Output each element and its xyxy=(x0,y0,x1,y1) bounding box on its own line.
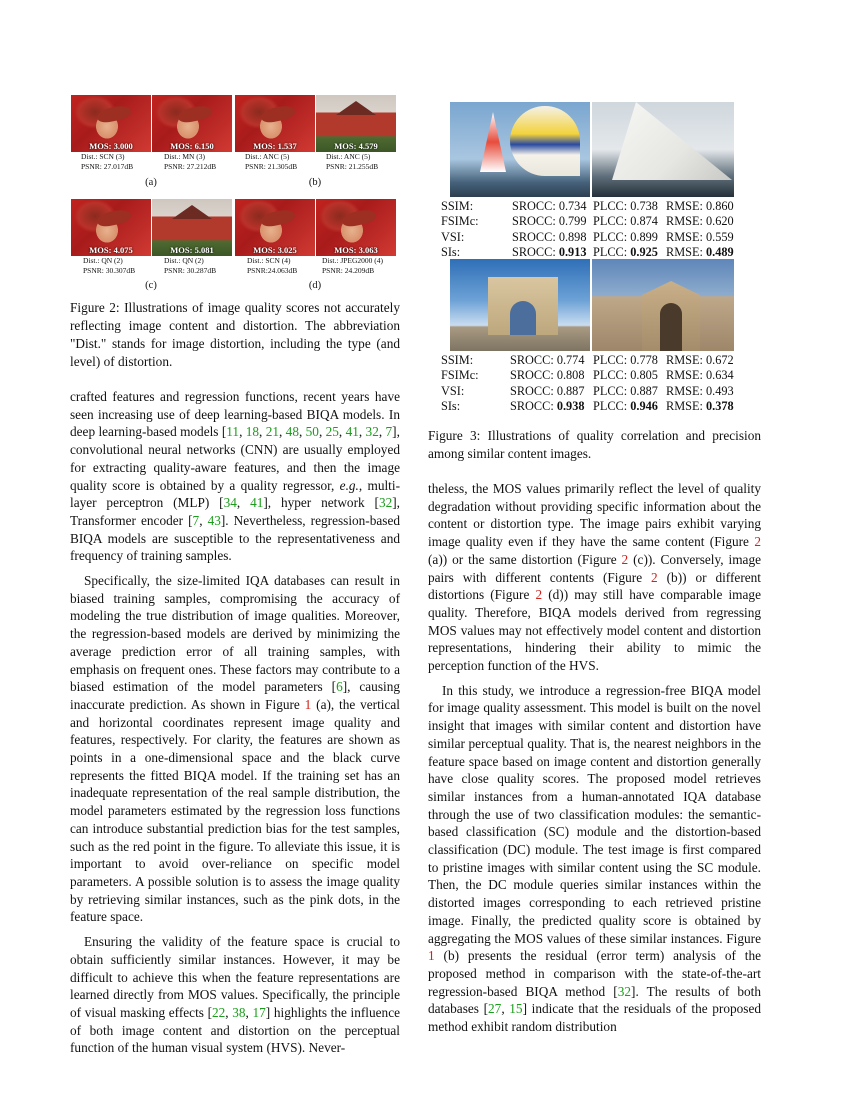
srocc-value xyxy=(512,245,587,260)
rmse-best: 0.378 xyxy=(705,398,734,413)
citation-link[interactable]: 32 xyxy=(365,424,379,440)
plcc-best: 0.925 xyxy=(630,244,658,259)
citation-link[interactable]: 15 xyxy=(509,1001,523,1017)
rmse-label: RMSE: xyxy=(666,398,706,413)
psnr-label: PSNR: 27.212dB xyxy=(164,161,217,171)
srocc-value: SROCC: 0.887 xyxy=(510,383,585,398)
figure-ref-link[interactable]: 2 xyxy=(535,587,543,603)
portrait-image xyxy=(316,199,396,256)
srocc-value: SROCC: 0.898 xyxy=(512,229,587,244)
plcc-label: PLCC: xyxy=(593,244,631,259)
distortion-label: Dist.: ANC (5) xyxy=(326,152,371,161)
mos-label: MOS: 5.081 xyxy=(170,245,214,255)
body-paragraph: theless, the MOS values primarily reflect the level of quality degradation without providing specific information about the content or distortion type. The image pairs exhibit varying image quality even if they have the same content (Figure 2 (a)) or the same distortion (Figure 2 (c)). Conversely, image pairs with different contents (Figure 2 (b)) or different distortions (Figure 2 (d)) may still have comparable image quality. Therefore, BIQA models derived from regressing MOS values may not effectively model content and distortion representations, hindering their ability to mimic the perception function of the HVS. xyxy=(428,481,762,674)
plcc-value: PLCC: 0.874 xyxy=(593,214,658,229)
psnr-label: PSNR:24.063dB xyxy=(247,265,298,275)
rmse-value: RMSE: 0.620 xyxy=(666,214,734,229)
mos-label: MOS: 3.025 xyxy=(253,245,297,255)
fig2-image xyxy=(71,199,151,275)
subfigure-label: (a) xyxy=(145,177,157,188)
citation-link[interactable]: 41 xyxy=(345,424,359,440)
citation-link[interactable]: 6 xyxy=(336,679,343,695)
figure-2-top-row xyxy=(70,95,400,194)
body-paragraph: crafted features and regression functions, recent years have seen increasing use of deep learning-based BIQA models. In deep learning-based models [11, 18, 21, 48, 50, 25, 41, 32, 7], convolutional neural networks (CNN) are usually employed for extracting quality-aware features, and then the image quality score is obtained by a quality regressor, e.g., multi-layer perceptron (MLP) [34, 41], hyper network [32], Transformer encoder [7, 43]. Nevertheless, regression-based BIQA models are susceptible to the representativeness and frequency of training samples. xyxy=(70,389,401,564)
citation-link[interactable]: 11 xyxy=(226,424,240,440)
sailboat-image-1 xyxy=(450,102,590,197)
sailboat-image-2 xyxy=(592,102,734,197)
citation-link[interactable]: 7 xyxy=(385,424,393,440)
plcc-value xyxy=(593,245,658,260)
fig2-image xyxy=(316,199,396,275)
citation-link[interactable]: 38 xyxy=(232,1004,246,1020)
distortion-label: Dist.: SCN (3) xyxy=(81,152,125,161)
metric-name: VSI: xyxy=(441,383,465,398)
srocc-label: SROCC: xyxy=(512,244,559,259)
psnr-label: PSNR: 24.209dB xyxy=(322,265,375,275)
citation-link[interactable]: 50 xyxy=(305,424,319,440)
body-paragraph: Ensuring the validity of the feature space is crucial to obtain sufficiently similar instances. However, it may be difficult to achieve this when the feature representations are learned directly from MOS values. Specifically, the principle of visual masking effects [22, 38, 17] highlights the influence of both image content and distortion on the perceptual function of the human visual system (HVS). Never- xyxy=(70,934,400,1056)
psnr-label: PSNR: 21.255dB xyxy=(326,161,379,171)
rmse-value: RMSE: 0.860 xyxy=(666,199,734,213)
distortion-label: Dist.: QN (2) xyxy=(83,256,123,265)
right-column xyxy=(428,95,761,1036)
metric-name: SIs: xyxy=(441,398,461,413)
figure-2-caption: Figure 2: Illustrations of image quality scores not accurately reflecting image content and distortion. The abbreviation "Dist." stands for image distortion, including the type (and level) of distortion. xyxy=(70,300,400,369)
rmse-value: RMSE: 0.672 xyxy=(666,353,734,367)
metric-name: FSIMc: xyxy=(441,214,479,229)
citation-link[interactable]: 27 xyxy=(488,1001,502,1017)
plcc-value xyxy=(593,399,658,414)
subfigure-label: (c) xyxy=(145,280,157,291)
figure-3 xyxy=(428,95,761,430)
mos-label: MOS: 3.000 xyxy=(89,141,133,151)
distortion-label: Dist.: MN (3) xyxy=(164,152,206,161)
rmse-value xyxy=(666,245,734,260)
metric-name: SSIM: xyxy=(441,199,474,213)
citation-link[interactable]: 7 xyxy=(192,512,200,528)
fig2-image xyxy=(71,95,151,171)
subfigure-label: (b) xyxy=(308,177,322,188)
mos-label: MOS: 3.063 xyxy=(334,245,378,255)
citation-link[interactable]: 41 xyxy=(250,495,264,511)
spacer xyxy=(428,463,761,480)
metric-row xyxy=(428,368,761,383)
mos-label: MOS: 4.075 xyxy=(89,245,133,255)
house-image xyxy=(152,199,232,256)
distortion-label: Dist.: JPEG2000 (4) xyxy=(322,256,384,265)
rmse-label: RMSE: xyxy=(666,244,706,259)
fig2-image xyxy=(235,95,315,171)
plcc-value: PLCC: 0.805 xyxy=(593,368,658,383)
srocc-best: 0.913 xyxy=(558,244,587,259)
spacer xyxy=(70,371,400,388)
citation-link[interactable]: 32 xyxy=(378,495,393,511)
figure-3-caption: Figure 3: Illustrations of quality correlation and precision among similar content images. xyxy=(428,428,761,461)
distortion-label: Dist.: ANC (5) xyxy=(245,152,290,161)
portrait-image xyxy=(71,199,151,256)
italic-text: e.g. xyxy=(339,477,359,493)
citation-link[interactable]: 34 xyxy=(223,495,237,511)
figure-2 xyxy=(70,95,400,371)
metric-name: SSIM: xyxy=(441,353,474,367)
srocc-value: SROCC: 0.774 xyxy=(510,353,585,367)
rmse-value: RMSE: 0.634 xyxy=(666,368,734,383)
metrics-table-buildings xyxy=(428,353,761,414)
figure-ref-link[interactable]: 2 xyxy=(754,534,761,550)
figure-ref-link[interactable]: 1 xyxy=(304,696,312,712)
cathedral-image xyxy=(592,259,734,351)
citation-link[interactable]: 17 xyxy=(252,1004,266,1020)
plcc-best: 0.946 xyxy=(630,398,658,413)
subfigure-label: (d) xyxy=(308,280,322,291)
fig2-image xyxy=(152,95,232,171)
psnr-label: PSNR: 21.305dB xyxy=(245,161,298,171)
portrait-image xyxy=(152,95,232,152)
left-column xyxy=(70,95,400,1057)
mos-label: MOS: 4.579 xyxy=(334,141,378,151)
fig2-image xyxy=(152,199,232,275)
metric-row xyxy=(428,384,761,399)
rmse-value xyxy=(666,399,734,414)
mos-label: MOS: 1.537 xyxy=(253,141,297,151)
citation-link[interactable]: 25 xyxy=(325,424,339,440)
arc-de-triomphe-image xyxy=(450,259,590,351)
plcc-value: PLCC: 0.738 xyxy=(593,199,658,213)
portrait-image xyxy=(235,95,315,152)
figure-ref-link[interactable]: 2 xyxy=(651,569,658,585)
portrait-image xyxy=(71,95,151,152)
metric-name: SIs: xyxy=(441,244,461,259)
metric-row xyxy=(428,353,761,368)
citation-link[interactable]: 21 xyxy=(265,424,279,440)
rmse-value: RMSE: 0.559 xyxy=(666,229,734,244)
citation-link[interactable]: 43 xyxy=(207,512,221,528)
metric-name: FSIMc: xyxy=(441,368,479,383)
metric-name: VSI: xyxy=(441,229,465,244)
srocc-value: SROCC: 0.799 xyxy=(512,214,587,229)
plcc-value: PLCC: 0.899 xyxy=(593,229,658,244)
distortion-label: Dist.: SCN (4) xyxy=(247,256,291,265)
body-paragraph: In this study, we introduce a regression-free BIQA model for image quality assessment. This model is built on the novel insight that images with similar content and distortion have similar perceptual quality. That is, the nearest neighbors in the feature space based on image content and distortion generally have close quality scores. The proposed model retrieves similar instances from a human-annotated IQA database through the use of two classification modules: the semantic-based classification (SC) module and the distortion-based classification (DC) module. The test image is first compared to pristine images with similar content using the SC module. Then, the DC module queries similar instances within the distorted images corresponding to each retrieved pristine image. Finally, the predicted quality score is obtained by aggregating the MOS values of these similar instances. Figure 1 (b) presents the residual (error term) analysis of the proposed method in comparison with the state-of-the-art regression-based BIQA method [32]. The results of both databases [27, 15] indicate that the residuals of the proposed method exhibit random distribution xyxy=(428,682,762,1035)
psnr-label: PSNR: 27.017dB xyxy=(81,161,134,171)
metric-row xyxy=(428,399,761,414)
plcc-value: PLCC: 0.778 xyxy=(593,353,658,367)
body-paragraph: Specifically, the size-limited IQA databases can result in biased training samples, compromising the accuracy of modeling the true distribution of image qualities. Moreover, the regression-based models are derived by minimizing the average prediction error of all training samples, with emphasis on frequent ones. These factors may contribute to a biased estimation of the model parameters [6], causing inaccurate prediction. As shown in Figure 1 (a), the vertical and horizontal coordinates represent image quality and features, respectively. For clarity, the features are shown as points in a one-dimensional space and the black curve represents the fitted BIQA model. If the training set has an inadequate representation of the real sample distribution, the model parameters estimated by the regression loss functions can introduce substantial prediction bias for the test samples, such as the red point in the figure. To alleviate this issue, it is important to avoid over-reliance on specific model parameters. A possible solution is to assess the image quality by retrieving similar instances, such as the pink dots, in the feature space. xyxy=(70,573,400,925)
srocc-value: SROCC: 0.734 xyxy=(512,199,587,213)
srocc-label: SROCC: xyxy=(510,398,557,413)
plcc-label: PLCC: xyxy=(593,398,631,413)
plcc-value: PLCC: 0.887 xyxy=(593,383,658,398)
metric-row xyxy=(428,214,761,229)
metrics-table-sailboats xyxy=(428,199,761,260)
citation-link[interactable]: 32 xyxy=(617,983,632,999)
figure-2-bottom-row xyxy=(70,199,400,299)
psnr-label: PSNR: 30.287dB xyxy=(164,265,217,275)
psnr-label: PSNR: 30.307dB xyxy=(83,265,136,275)
metric-row xyxy=(428,199,761,214)
srocc-value xyxy=(510,399,585,414)
citation-link[interactable]: 18 xyxy=(245,424,260,440)
citation-link[interactable]: 48 xyxy=(285,424,299,440)
rmse-value: RMSE: 0.493 xyxy=(666,383,734,398)
figure-ref-link[interactable]: 1 xyxy=(428,948,435,964)
rmse-best: 0.489 xyxy=(705,244,734,259)
metric-row xyxy=(428,230,761,245)
portrait-image xyxy=(235,199,315,256)
house-image xyxy=(316,95,396,152)
distortion-label: Dist.: QN (2) xyxy=(164,256,204,265)
metric-row xyxy=(428,245,761,260)
fig2-image xyxy=(316,95,396,171)
citation-link[interactable]: 22 xyxy=(212,1004,226,1020)
mos-label: MOS: 6.150 xyxy=(170,141,214,151)
srocc-value: SROCC: 0.808 xyxy=(510,368,585,383)
fig2-image xyxy=(235,199,315,275)
figure-ref-link[interactable]: 2 xyxy=(621,551,629,567)
srocc-best: 0.938 xyxy=(556,398,585,413)
